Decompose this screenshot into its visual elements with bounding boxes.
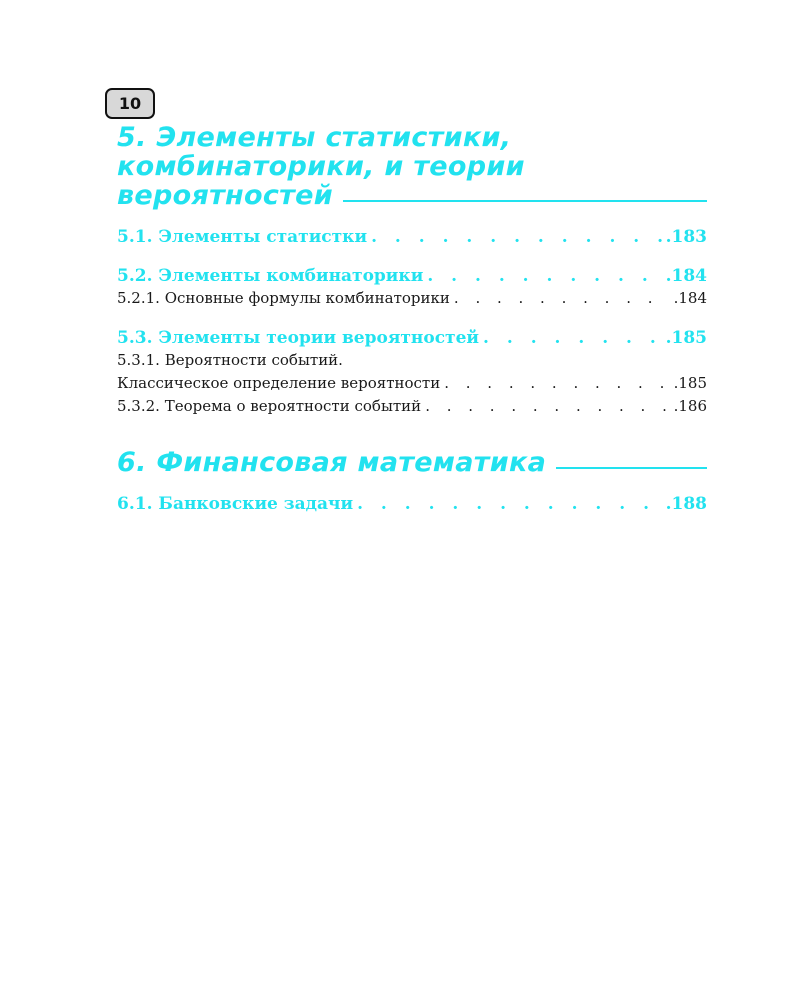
chapter-5-title-line-1: 5. Элементы статистики, [117,122,512,153]
toc-entry-5-1[interactable] [117,226,707,248]
toc-entry-page: .184 [673,289,707,307]
chapter-6-title-text: 6. Финансовая математика [117,447,547,478]
dot-leader [454,287,670,310]
toc-entry-page: .184 [665,266,707,286]
toc-entry-label: 5.3.2. Теорема о вероятности событий [117,397,422,415]
dot-leader [425,395,669,418]
dot-leader [427,265,661,287]
dot-leader [483,327,662,349]
toc-entry-5-3-2[interactable] [117,395,707,418]
toc-entry-label: 5.1. Элементы статистки [117,227,368,247]
toc-entry-label: 5.3. Элементы теории вероятностей [117,328,480,348]
toc-entry-label: Классическое определение вероятности [117,374,441,392]
toc-entry-label: 5.2. Элементы комбинаторики [117,266,424,286]
toc-entry-5-2[interactable] [117,265,707,287]
chapter-5-title-rule [343,200,707,202]
dot-leader [371,226,662,248]
table-of-contents [117,123,707,515]
toc-entry-page: .185 [673,374,707,392]
toc-entry-label: 6.1. Банковские задачи [117,494,354,514]
chapter-6-title-rule [556,467,707,469]
toc-entry-5-3-1-heading[interactable]: 5.3.1. Вероятности событий. [117,351,343,369]
chapter-5-title[interactable] [117,123,707,210]
toc-entry-5-3[interactable] [117,327,707,349]
toc-entry-page: .186 [673,397,707,415]
toc-entry-5-2-1[interactable] [117,287,707,310]
toc-entry-5-3-1[interactable] [117,372,707,395]
toc-entry-label: 5.2.1. Основные формулы комбинаторики [117,289,450,307]
dot-leader [357,493,662,515]
toc-entry-6-1[interactable] [117,493,707,515]
chapter-5-title-line-3: вероятностей [117,180,333,211]
page-number-badge: 10 [105,88,155,119]
toc-entry-page: .183 [665,227,707,247]
toc-entry-page: .185 [665,328,707,348]
chapter-5-title-line-2: комбинаторики, и теории [117,151,525,182]
toc-entry-page: .188 [665,494,707,514]
dot-leader [444,372,669,395]
chapter-6-title[interactable] [117,448,707,477]
